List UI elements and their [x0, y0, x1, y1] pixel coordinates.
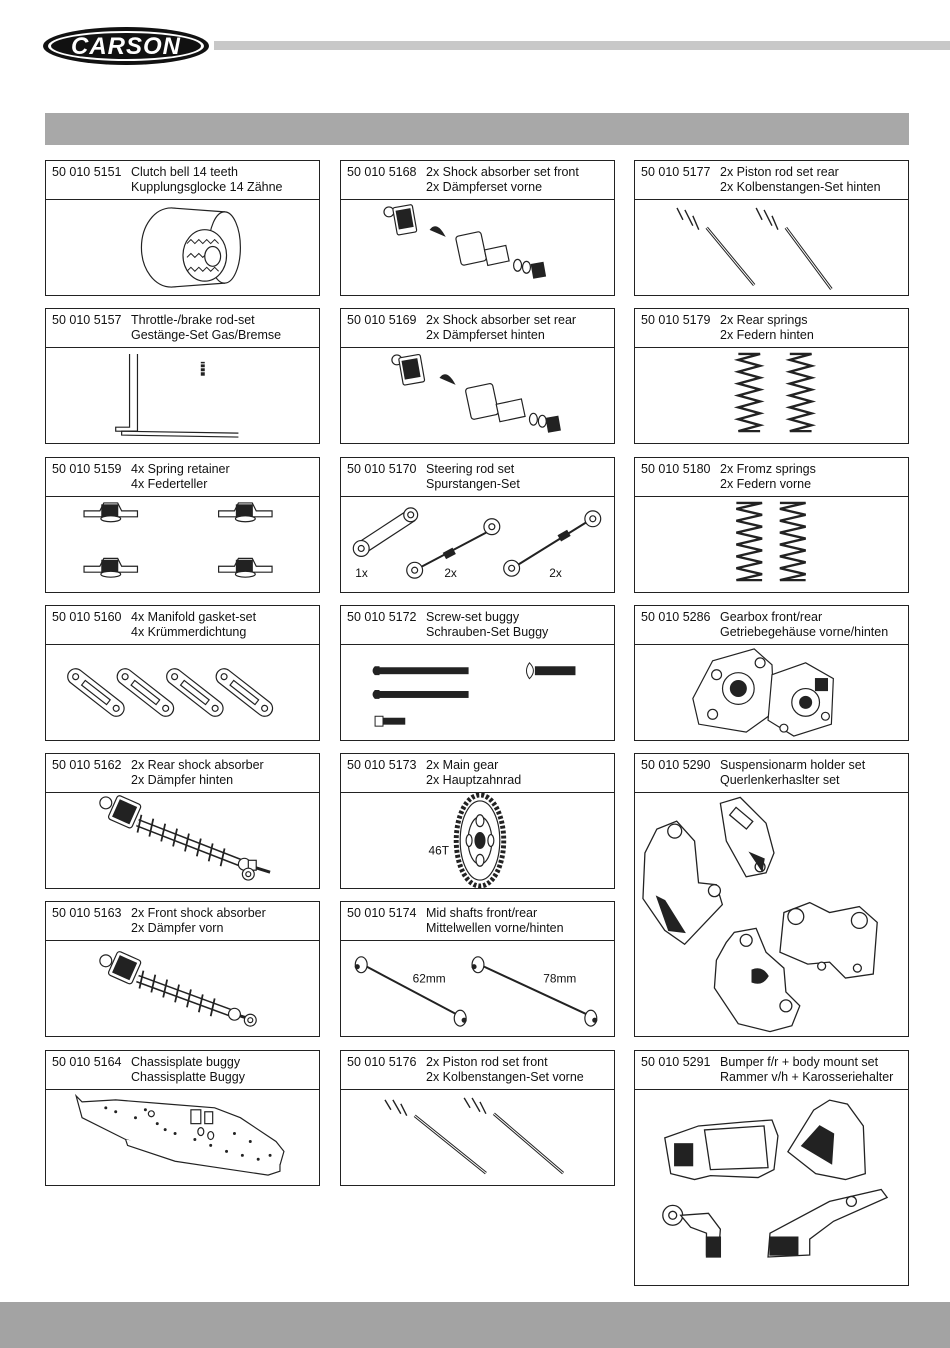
- svg-text:46T: 46T: [428, 843, 449, 858]
- part-name-de: Gestänge-Set Gas/Bremse: [131, 328, 282, 342]
- part-name-en: 2x Shock absorber set front: [426, 165, 579, 179]
- shock-set-rear-drawing: [341, 348, 614, 443]
- part-name-de: Chassisplatte Buggy: [131, 1070, 245, 1084]
- part-name-en: 2x Fromz springs: [720, 462, 816, 476]
- part-name-de: Getriebegehäuse vorne/hinten: [720, 625, 889, 639]
- part-name-en: Steering rod set: [426, 462, 515, 476]
- suspensionarm-holder-drawing: [635, 793, 908, 1036]
- manifold-gasket-drawing: [46, 645, 319, 740]
- part-name-de: Querlenkerhaslter set: [720, 773, 840, 787]
- part-number: 50 010 5177: [641, 165, 711, 179]
- part-card-5163: [45, 901, 320, 1037]
- part-number: 50 010 5291: [641, 1055, 711, 1069]
- bumper-body-mount-drawing: [635, 1090, 908, 1285]
- svg-text:78mm: 78mm: [543, 971, 577, 986]
- front-springs-drawing: [635, 497, 908, 592]
- part-name-de: 2x Federn vorne: [720, 477, 812, 491]
- piston-rod-front-drawing: [341, 1090, 614, 1185]
- footer-bar: [0, 1302, 950, 1348]
- part-number: 50 010 5160: [52, 610, 122, 624]
- part-name-de: 2x Dämpfer hinten: [131, 773, 234, 787]
- part-card-5290: [634, 753, 909, 1037]
- part-card-5176: [340, 1050, 615, 1186]
- part-name-en: 2x Piston rod set rear: [720, 165, 839, 179]
- part-number: 50 010 5180: [641, 462, 711, 476]
- part-card-5159: [45, 457, 320, 593]
- part-name-en: Clutch bell 14 teeth: [131, 165, 239, 179]
- spring-retainer-drawing: [46, 497, 319, 592]
- part-number: 50 010 5162: [52, 758, 122, 772]
- part-card-5180: [634, 457, 909, 593]
- part-name-de: Schrauben-Set Buggy: [426, 625, 549, 639]
- part-number: 50 010 5290: [641, 758, 711, 772]
- part-name-en: Suspensionarm holder set: [720, 758, 866, 772]
- part-card-5173: [340, 753, 615, 889]
- part-name-en: 2x Front shock absorber: [131, 906, 266, 920]
- part-number: 50 010 5157: [52, 313, 122, 327]
- part-name-en: 2x Rear shock absorber: [131, 758, 264, 772]
- part-name-de: 2x Hauptzahnrad: [426, 773, 522, 787]
- part-name-de: Mittelwellen vorne/hinten: [426, 921, 564, 935]
- part-number: 50 010 5163: [52, 906, 122, 920]
- part-card-5177: [634, 160, 909, 296]
- rear-springs-drawing: [635, 348, 908, 443]
- part-name-de: Spurstangen-Set: [426, 477, 520, 491]
- part-card-5151: [45, 160, 320, 296]
- part-card-5172: [340, 605, 615, 741]
- part-number: 50 010 5168: [347, 165, 417, 179]
- part-card-5168: [340, 160, 615, 296]
- part-name-en: Throttle-/brake rod-set: [131, 313, 255, 327]
- part-number: 50 010 5169: [347, 313, 417, 327]
- part-name-en: 2x Piston rod set front: [426, 1055, 548, 1069]
- part-card-5286: [634, 605, 909, 741]
- part-card-5291: [634, 1050, 909, 1286]
- piston-rod-rear-drawing: [635, 200, 908, 295]
- svg-text:2x: 2x: [549, 566, 562, 581]
- part-name-de: 2x Kolbenstangen-Set vorne: [426, 1070, 584, 1084]
- part-card-5179: [634, 308, 909, 444]
- shock-set-front-drawing: [341, 200, 614, 295]
- part-name-en: Bumper f/r + body mount set: [720, 1055, 879, 1069]
- clutch-bell-drawing: [46, 200, 319, 295]
- part-name-en: 2x Rear springs: [720, 313, 808, 327]
- part-name-de: 2x Federn hinten: [720, 328, 814, 342]
- part-card-5174: [340, 901, 615, 1037]
- part-number: 50 010 5179: [641, 313, 711, 327]
- screw-set-drawing: [341, 645, 614, 740]
- part-name-en: Mid shafts front/rear: [426, 906, 538, 920]
- front-shock-drawing: [46, 941, 319, 1036]
- part-name-de: Rammer v/h + Karosseriehalter: [720, 1070, 894, 1084]
- carson-logo: [42, 26, 210, 66]
- part-number: 50 010 5174: [347, 906, 417, 920]
- part-name-de: 4x Federteller: [131, 477, 208, 491]
- part-name-en: 4x Manifold gasket-set: [131, 610, 257, 624]
- gearbox-drawing: [635, 645, 908, 740]
- part-number: 50 010 5151: [52, 165, 122, 179]
- part-name-de: 2x Dämpferset vorne: [426, 180, 543, 194]
- throttle-rod-drawing: [46, 348, 319, 443]
- mid-shafts-drawing: [341, 941, 614, 1036]
- part-name-de: 4x Krümmerdichtung: [131, 625, 247, 639]
- section-title-bar: [45, 113, 909, 145]
- steering-rod-drawing: [341, 497, 614, 592]
- part-card-5157: [45, 308, 320, 444]
- rear-shock-drawing: [46, 793, 319, 888]
- part-card-5169: [340, 308, 615, 444]
- part-number: 50 010 5159: [52, 462, 122, 476]
- part-number: 50 010 5170: [347, 462, 417, 476]
- part-name-en: 4x Spring retainer: [131, 462, 230, 476]
- part-name-de: 2x Dämpfer vorn: [131, 921, 224, 935]
- part-number: 50 010 5176: [347, 1055, 417, 1069]
- part-name-en: Screw-set buggy: [426, 610, 520, 624]
- part-card-5170: [340, 457, 615, 593]
- part-card-5162: [45, 753, 320, 889]
- svg-text:CARSON: CARSON: [70, 33, 182, 60]
- part-number: 50 010 5173: [347, 758, 417, 772]
- part-name-en: 2x Main gear: [426, 758, 499, 772]
- svg-text:62mm: 62mm: [412, 971, 446, 986]
- svg-text:1x: 1x: [355, 566, 368, 581]
- part-name-de: 2x Kolbenstangen-Set hinten: [720, 180, 881, 194]
- part-name-de: 2x Dämpferset hinten: [426, 328, 545, 342]
- header-rule: [214, 41, 950, 50]
- main-gear-drawing: [341, 793, 614, 888]
- part-number: 50 010 5164: [52, 1055, 122, 1069]
- part-name-en: Chassisplate buggy: [131, 1055, 241, 1069]
- part-name-de: Kupplungsglocke 14 Zähne: [131, 180, 283, 194]
- part-number: 50 010 5286: [641, 610, 711, 624]
- part-number: 50 010 5172: [347, 610, 417, 624]
- part-card-5160: [45, 605, 320, 741]
- svg-text:2x: 2x: [444, 566, 457, 581]
- chassisplate-drawing: [46, 1090, 319, 1185]
- part-name-en: Gearbox front/rear: [720, 610, 823, 624]
- part-name-en: 2x Shock absorber set rear: [426, 313, 577, 327]
- part-card-5164: [45, 1050, 320, 1186]
